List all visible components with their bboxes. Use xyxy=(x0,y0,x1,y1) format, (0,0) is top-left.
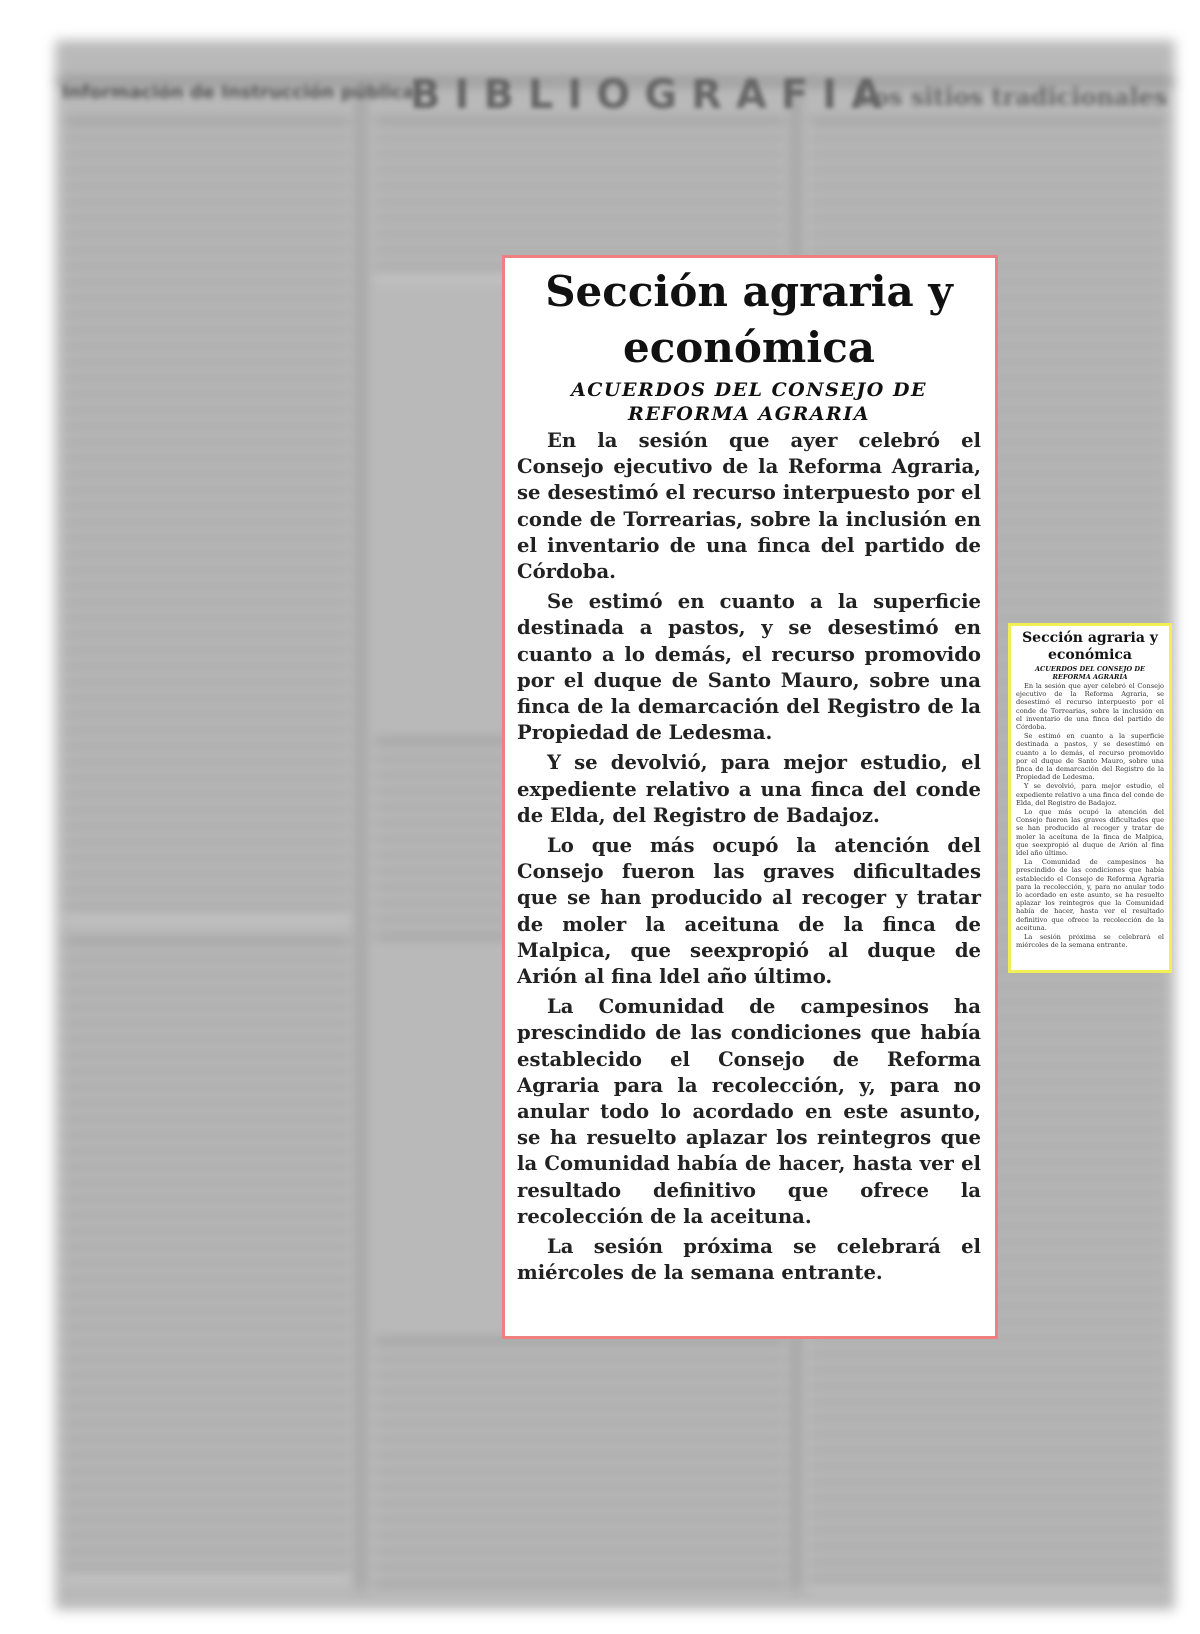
background-left-heading: Información de Instrucción pública xyxy=(62,82,415,103)
background-right-heading: Los sitios tradicionales xyxy=(856,82,1168,111)
article-paragraph: En la sesión que ayer celebró el Consejo ejecutivo de la Reforma Agraria, se desestimó el recurso interpuesto por el conde de Torrearias, sobre la inclusión en el inventario de una finca del partido de Córdoba. xyxy=(517,429,981,584)
background-section-heading: BIBLIOGRAFIA xyxy=(410,72,896,118)
article-paragraph: La sesión próxima se celebrará el miércoles de la semana entrante. xyxy=(517,1235,981,1285)
thumbnail-paragraph: Y se devolvió, para mejor estudio, el expediente relativo a una finca del conde de Elda, del Registro de Badajoz. xyxy=(1016,782,1165,807)
thumbnail-paragraph: Lo que más ocupó la atención del Consejo fueron las graves dificultades que se han producido al recoger y tratar de moler la aceituna de la finca de Malpica, que seexpropió al duque de Arión al fina ldel año último. xyxy=(1016,808,1164,858)
thumbnail-title: Sección agraria y económica xyxy=(1022,630,1158,663)
thumbnail-paragraph: La Comunidad de campesinos ha prescindido de las condiciones que había establecido el Consejo de Reforma Agraria para la recolección, y, para no anular todo lo acordado en este asunto, se ha resuelto aplazar los reintegros que la Comunidad había de hacer, hasta ver el resultado definitivo que ofrece la recolección de la aceituna. xyxy=(1016,858,1164,932)
article-paragraph: Y se devolvió, para mejor estudio, el expediente relativo a una finca del conde de Elda, del Registro de Badajoz. xyxy=(517,751,981,827)
thumbnail-paragraph: La sesión próxima se celebrará el miércoles de la semana entrante. xyxy=(1016,933,1164,950)
thumbnail-paragraph: En la sesión que ayer celebró el Consejo ejecutivo de la Reforma Agraria, se desestimó el recurso interpuesto por el conde de Torrearias, sobre la inclusión en el inventario de una finca del partido de Córdoba. xyxy=(1016,682,1164,732)
article-paragraph: Se estimó en cuanto a la superficie destinada a pastos, y se desestimó en cuanto a lo demás, el recurso promovido por el duque de Santo Mauro, sobre una finca de la demarcación del Registro de la Propiedad de Ledesma. xyxy=(517,590,981,745)
article-title: Sección agraria y económica xyxy=(545,267,953,372)
article-clip xyxy=(502,255,998,1339)
thumbnail-paragraph: Se estimó en cuanto a la superficie destinada a pastos, y se desestimó en cuanto a lo demás, el recurso promovido por el duque de Santo Mauro, sobre una finca de la demarcación del Registro de la Propiedad de Ledesma. xyxy=(1016,732,1164,782)
article-subtitle: ACUERDOS DEL CONSEJO DE REFORMA AGRARIA xyxy=(571,379,927,425)
article-paragraph: Lo que más ocupó la atención del Consejo fueron las graves dificultades que se han producido al recoger y tratar de moler la aceituna de la finca de Malpica, que seexpropió al duque de Arión al fina ldel año último. xyxy=(517,834,981,989)
article-thumbnail xyxy=(1008,623,1172,973)
thumbnail-subtitle: ACUERDOS DEL CONSEJO DE REFORMA AGRARIA xyxy=(1035,665,1145,681)
article-paragraph: La Comunidad de campesinos ha prescindido de las condiciones que había establecido el Consejo de Reforma Agraria para la recolección, y, para no anular todo lo acordado en este asunto, se ha resuelto aplazar los reintegros que la Comunidad había de hacer, hasta ver el resultado definitivo que ofrece la recolección de la aceituna. xyxy=(517,995,981,1228)
